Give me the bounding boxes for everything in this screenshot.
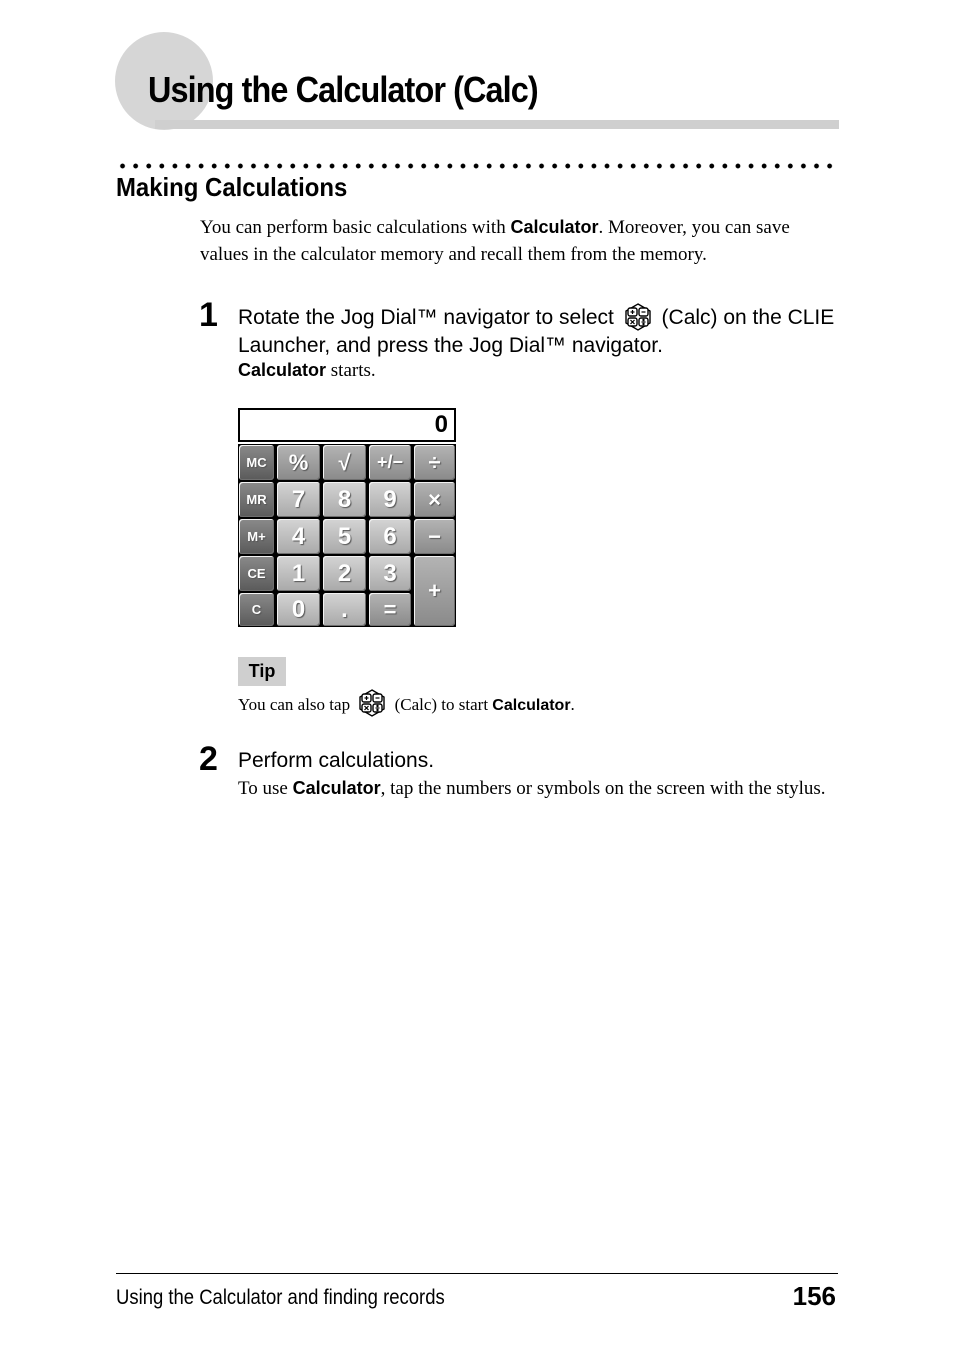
page-title: Using the Calculator (Calc): [148, 69, 538, 110]
digit-6-button[interactable]: 6: [369, 519, 411, 554]
minus-button[interactable]: −: [414, 519, 455, 554]
step-2-instruction: Perform calculations.: [238, 749, 435, 772]
digit-4-button[interactable]: 4: [277, 519, 320, 554]
divide-button[interactable]: ÷: [414, 445, 455, 480]
calculator-screenshot: [238, 408, 456, 627]
tip-text: You can also tap (Calc) to start Calculator.: [238, 688, 575, 720]
step-1-result: Calculator starts.: [238, 360, 376, 381]
digit-8-button[interactable]: 8: [323, 482, 366, 517]
digit-1-button[interactable]: 1: [277, 556, 320, 591]
calculator-app-icon: [357, 688, 387, 718]
clear-button[interactable]: C: [239, 593, 274, 626]
title-underline-bar: [155, 120, 839, 129]
page-number: 156: [792, 1281, 836, 1311]
multiply-button[interactable]: ×: [414, 482, 455, 517]
digit-2-button[interactable]: 2: [323, 556, 366, 591]
memory-clear-button[interactable]: MC: [239, 445, 274, 480]
decimal-point-button[interactable]: .: [323, 593, 366, 626]
step-2-number: 2: [199, 740, 218, 778]
app-name: Calculator: [510, 217, 599, 237]
digit-5-button[interactable]: 5: [323, 519, 366, 554]
display-value: 0: [434, 411, 448, 438]
intro-paragraph: You can perform basic calculations with Calculator. Moreover, you can save values in the calculator memory and recall them from the memory.: [200, 217, 790, 265]
clear-entry-button[interactable]: CE: [239, 556, 274, 591]
digit-9-button[interactable]: 9: [369, 482, 411, 517]
memory-plus-button[interactable]: M+: [239, 519, 274, 554]
plus-button[interactable]: +: [414, 556, 455, 626]
digit-0-button[interactable]: 0: [277, 593, 320, 626]
footer-rule: [116, 1273, 838, 1274]
digit-3-button[interactable]: 3: [369, 556, 411, 591]
step-1-number: 1: [199, 296, 218, 334]
digit-7-button[interactable]: 7: [277, 482, 320, 517]
section-dotted-rule: [116, 163, 838, 169]
section-title: Making Calculations: [116, 172, 348, 202]
tip-label: Tip: [238, 657, 286, 686]
memory-recall-button[interactable]: MR: [239, 482, 274, 517]
percent-button[interactable]: %: [277, 445, 320, 480]
calculator-app-icon: [623, 302, 653, 332]
footer-chapter-title: Using the Calculator and finding records: [116, 1286, 445, 1309]
square-root-button[interactable]: √: [323, 445, 366, 480]
plus-minus-button[interactable]: +/−: [369, 445, 411, 480]
step-2-detail: To use Calculator, tap the numbers or symbols on the screen with the stylus.: [238, 778, 826, 799]
equals-button[interactable]: =: [369, 593, 411, 626]
calculator-display: [238, 408, 456, 442]
step-1-instruction: Rotate the Jog Dial™ navigator to select (Calc) on the CLIE Launcher, and press the Jog Dial™ navigator.: [238, 302, 838, 359]
